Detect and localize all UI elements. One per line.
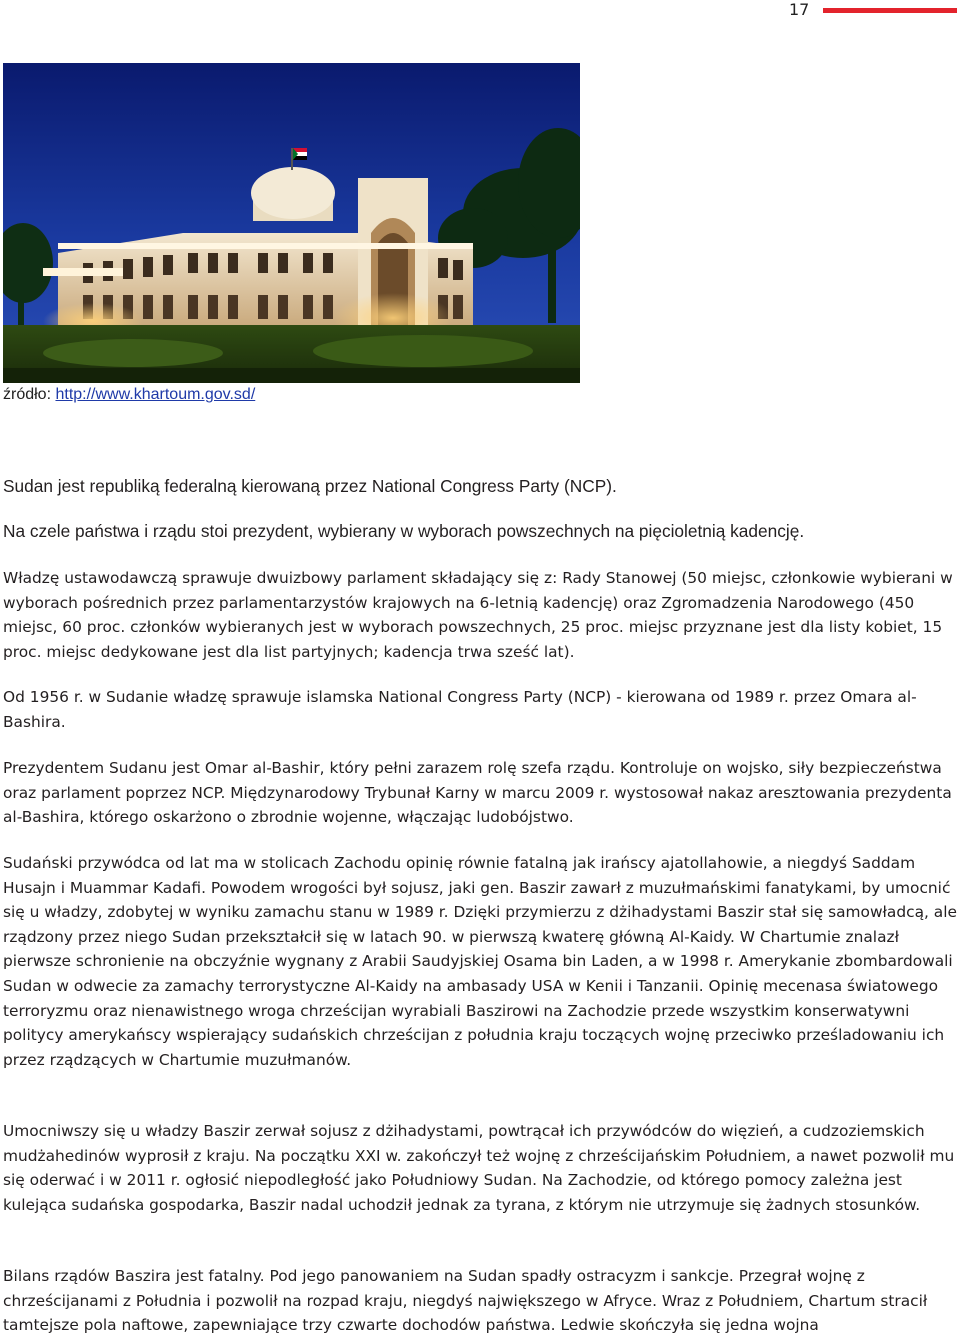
header-rule [823,8,957,13]
paragraph-ncp: Od 1956 r. w Sudanie władzę sprawuje islamska National Congress Party (NCP) - kierowana od 1989 r. przez Omara al- Bashira. [3,688,917,731]
intro-line-2: Na czele państwa i rządu stoi prezydent, wybierany w wyborach powszechnych na pięcioletnią kadencję. [3,521,805,541]
image-source-caption [3,386,255,404]
parliament-building-photo [3,63,580,383]
paragraph-record: Bilans rządów Baszira jest fatalny. Pod jego panowaniem na Sudan spadły ostracyzm i sankcje. Przegrał wojnę z chrześcijanami z Południa i pozwolił na rozpad kraju, niegdyś największego w Afryce. Wraz z Południem, Chartum stracił tamtejsze pola naftowe, zapewniające trzy czwarte dochodów państwa. Ledwie skończyła się jedna wojna [3,1267,928,1335]
paragraph-history: Sudański przywódca od lat ma w stolicach Zachodu opinię równie fatalną jak irańscy ajatollahowie, a niegdyś Saddam Husajn i Muammar Kadafi. Powodem wrogości był sojusz, jaki gen. Baszir zawarł z muzułmańskimi fanatykami, by umocnić się u władzy, zdobytej w wyniku zamachu stanu w 1989 r. Dzięki przymierzu z dżihadystami Baszir stał się samowładcą, ale rządzony przez niego Sudan przekształcił się w latach 90. w pierwszą kwaterę główną Al-Kaidy. W Chartumie znalazł pierwsze schronienie na obczyźnie wygnany z Arabii Saudyjskiej Osama bin Laden, a w 1998 r. Amerykanie zbombardowali Sudan w odwecie za zamachy terrorystyczne Al-Kaidy na ambasady USA w Kenii i Tanzanii. Opinię mecenasa światowego terroryzmu oraz nienawistnego wroga chrześcijan wyrabiali Baszirowi na Zachodzie przede wszystkim konserwatywni politycy amerykańscy wspierający sudańskich chrześcijan z południa kraju toczących wojnę przeciwko prześladowaniu ich przez rządzących w Chartumie muzułmanów. [3,854,957,1069]
page-number: 17 [789,0,810,19]
source-link[interactable]: http://www.khartoum.gov.sd/ [55,386,256,403]
caption-prefix: źródło: [3,386,56,403]
intro-line-1: Sudan jest republiką federalną kierowaną przez National Congress Party (NCP). [3,476,617,496]
paragraph-president: Prezydentem Sudanu jest Omar al-Bashir, który pełni zarazem rolę szefa rządu. Kontroluje on wojsko, siły bezpieczeństwa oraz parlament poprzez NCP. Międzynarodowy Trybunał Karny w marcu 2009 r. wystosował nakaz aresztowania prezydenta al-Bashira, którego oskarżono o zbrodnie wojenne, włączając ludobójstwo. [3,759,952,827]
paragraph-legislature: Władzę ustawodawczą sprawuje dwuizbowy parlament składający się z: Rady Stanowej (50 miejsc, członkowie wybierani w wyborach pośrednich przez parlamentarzystów krajowych na 6-letnią kadencję) oraz Zgromadzenia Narodowego (450 miejsc, 60 proc. członków wybieranych jest w wyborach powszechnych, 25 proc. miejsc przyznane jest dla listy kobiet, 15 proc. miejsc dedykowane jest dla list partyjnych; kadencja trwa sześć lat). [3,569,953,661]
paragraph-consolidation: Umocniwszy się u władzy Baszir zerwał sojusz z dżihadystami, powtrącał ich przywódców do więzień, a cudzoziemskich mudżahedinów wyprosił z kraju. Na początku XXI w. zakończył też wojnę z chrześcijańskim Południem, a nawet pozwolił mu się oderwać i w 2011 r. ogłosić niepodległość jako Południowy Sudan. Na Zachodzie, od którego pomocy zależna jest kulejąca sudańska gospodarka, Baszir nadal uchodził jednak za tyrana, z którym nie utrzymuje się żadnych stosunków. [3,1122,955,1214]
